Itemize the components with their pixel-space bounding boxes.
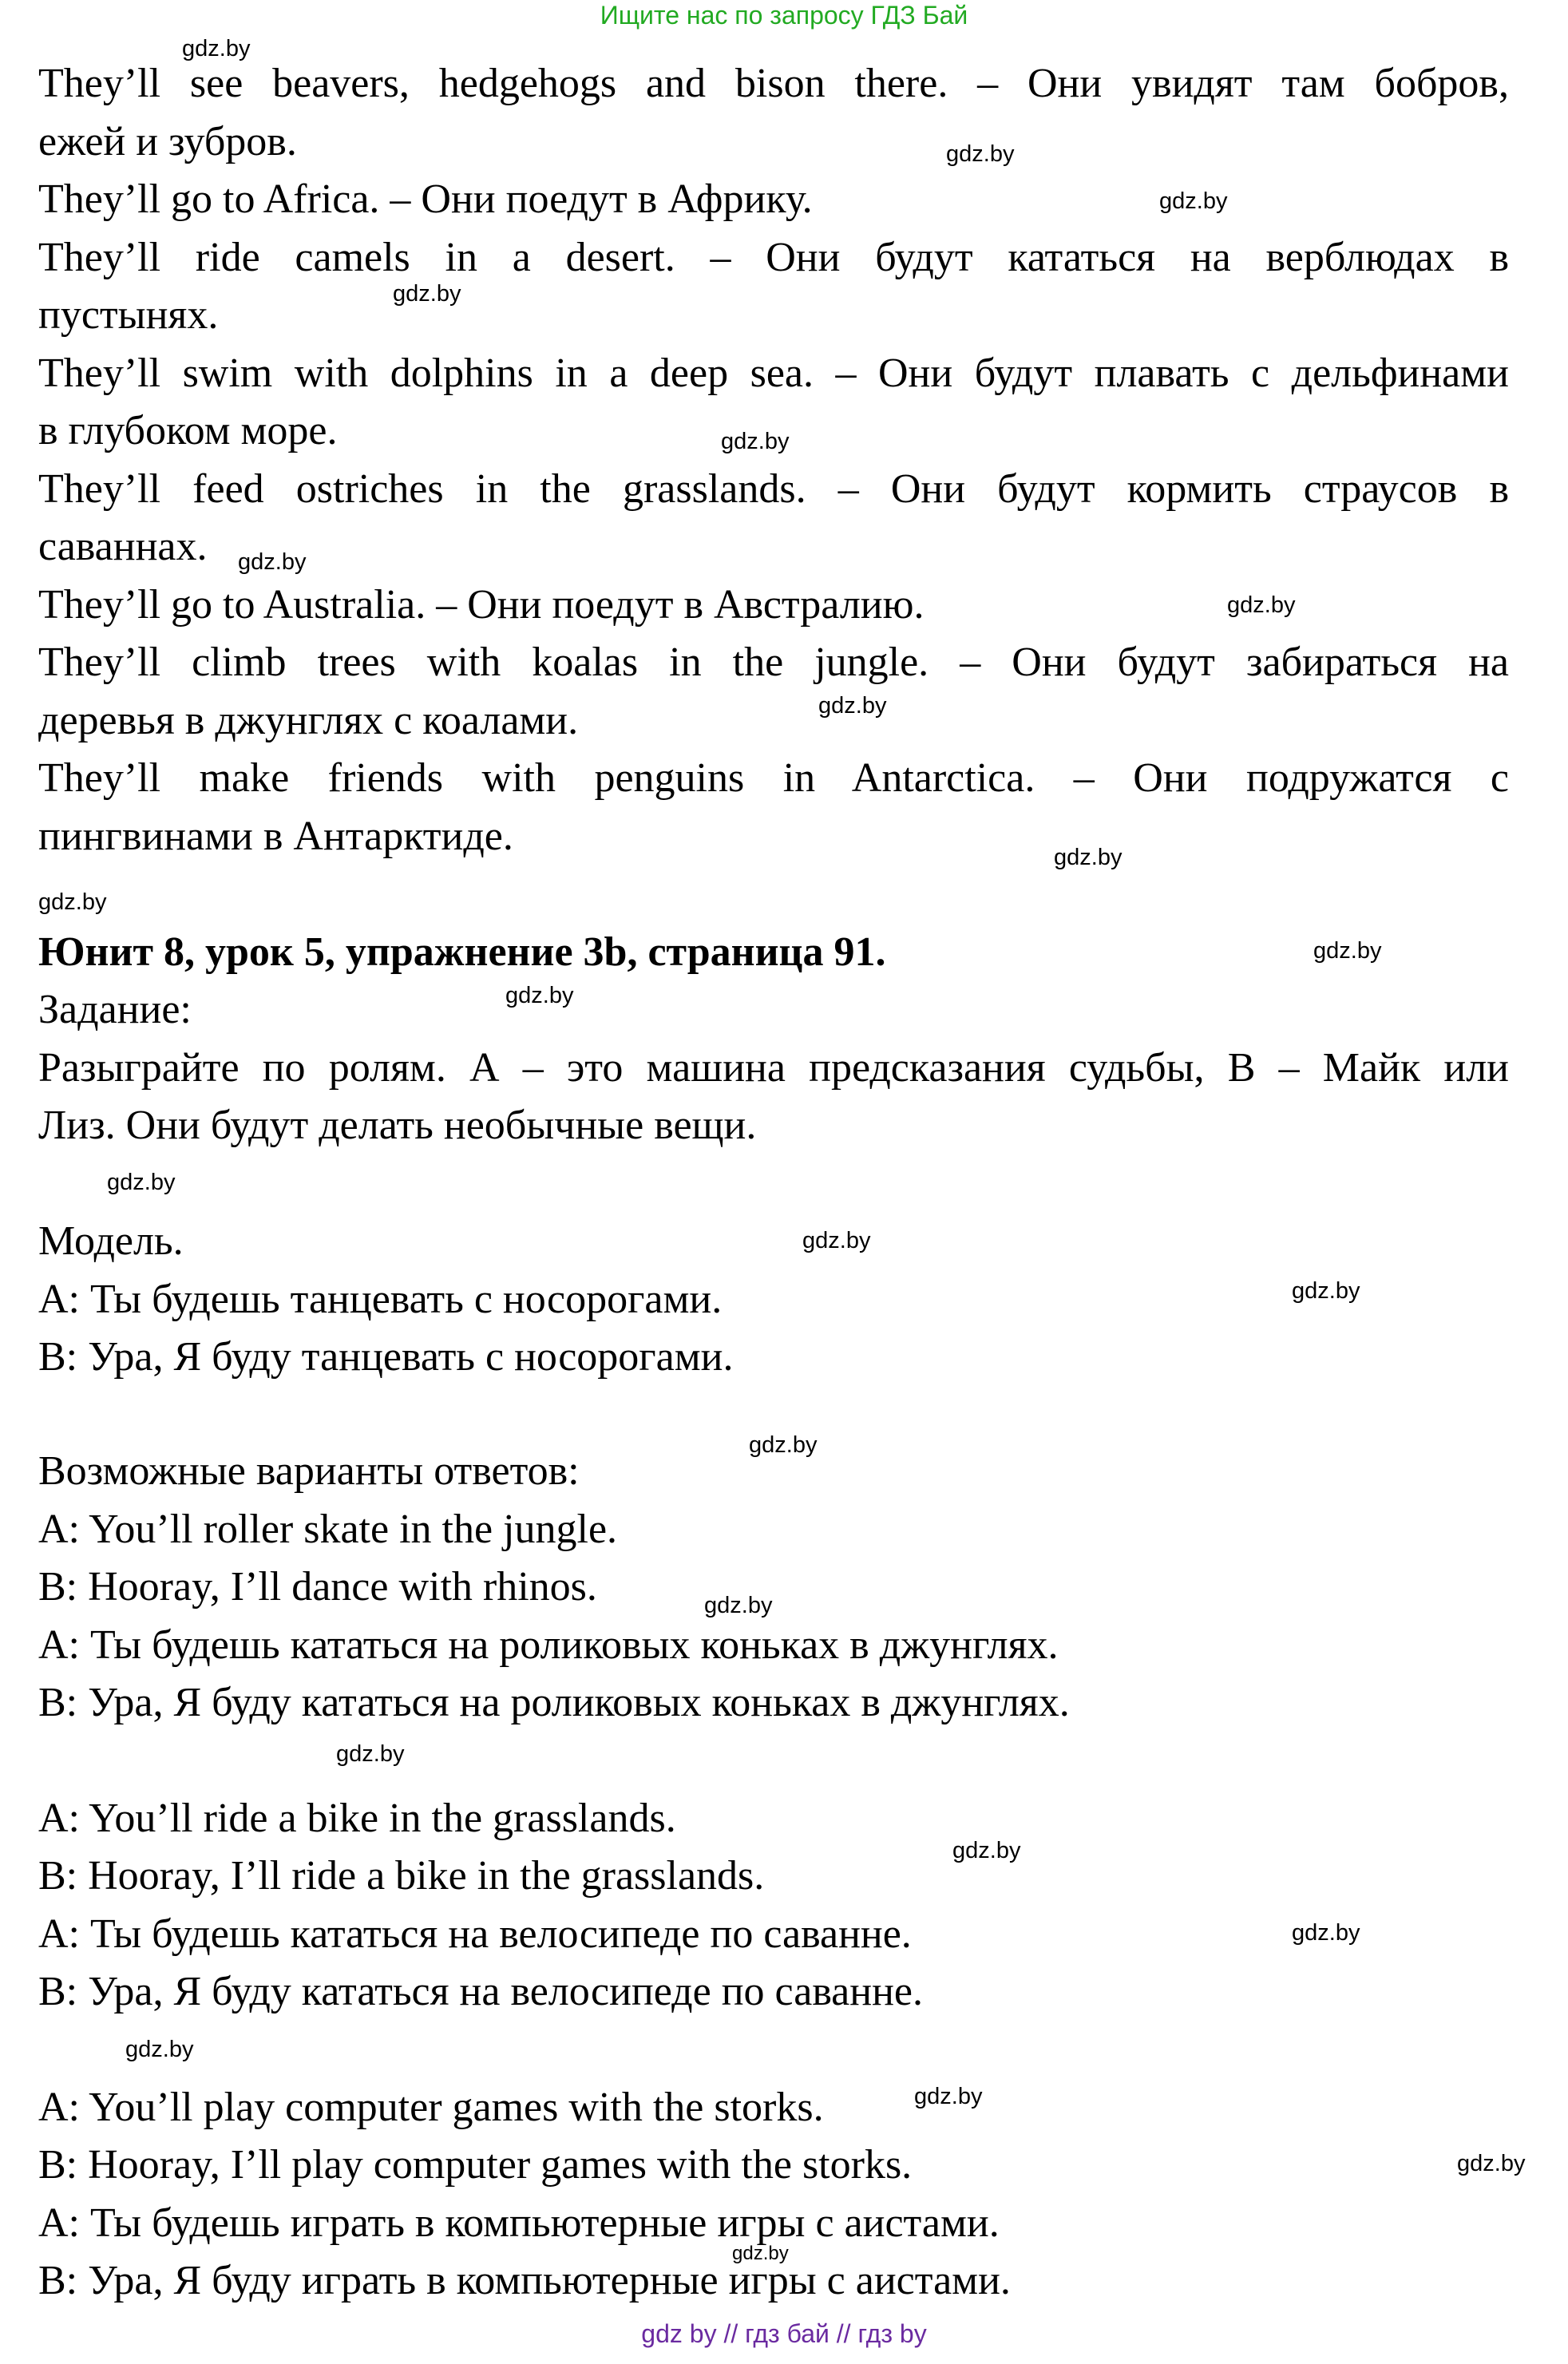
dialogue-line: A: You’ll ride a bike in the grasslands. — [38, 1796, 676, 1841]
top-banner[interactable]: Ищите нас по запросу ГДЗ Бай — [600, 1, 968, 30]
dialogue-line: В: Ура, Я буду танцевать с носорогами. — [38, 1334, 734, 1380]
task-text: Лиз. Они будут делать необычные вещи. — [38, 1103, 757, 1148]
text-line: пустынях. — [38, 292, 219, 338]
watermark: gdz.by — [1292, 1278, 1360, 1304]
watermark: gdz.by — [749, 1432, 818, 1458]
dialogue-line: В: Ура, Я буду кататься на роликовых коньках в джунглях. — [38, 1680, 1070, 1725]
watermark: gdz.by — [914, 2084, 983, 2109]
watermark: gdz.by — [721, 429, 790, 454]
text-line: They’ll go to Africa. – Они поедут в Африку. — [38, 176, 813, 222]
watermark: gdz.by — [238, 549, 307, 575]
watermark: gdz.by — [336, 1741, 405, 1767]
text-line: They’ll go to Australia. – Они поедут в Австралию. — [38, 582, 925, 628]
footer-links[interactable]: gdz by // гдз бай // гдз by — [641, 2319, 927, 2348]
watermark: gdz.by — [1054, 845, 1123, 870]
text-line: They’ll climb trees with koalas in the jungle. – Они будут забираться на — [38, 640, 1509, 685]
model-label: Модель. — [38, 1218, 184, 1264]
text-line: They’ll swim with dolphins in a deep sea. – Они будут плавать с дельфинами — [38, 350, 1509, 396]
watermark: gdz.by — [732, 2243, 789, 2264]
watermark: gdz.by — [946, 141, 1015, 167]
dialogue-line: А: Ты будешь играть в компьютерные игры с аистами. — [38, 2200, 1000, 2246]
watermark: gdz.by — [802, 1228, 871, 1253]
dialogue-line: А: Ты будешь танцевать с носорогами. — [38, 1277, 723, 1322]
watermark: gdz.by — [1313, 938, 1382, 964]
watermark: gdz.by — [818, 693, 887, 719]
task-label: Задание: — [38, 987, 192, 1032]
watermark: gdz.by — [505, 983, 574, 1008]
text-line: саваннах. — [38, 524, 208, 569]
text-line: They’ll ride camels in a desert. – Они будут кататься на верблюдах в — [38, 235, 1509, 280]
text-line: пингвинами в Антарктиде. — [38, 814, 513, 859]
dialogue-line: A: You’ll roller skate in the jungle. — [38, 1507, 618, 1552]
text-line: They’ll make friends with penguins in Antarctica. – Они подружатся с — [38, 755, 1509, 801]
watermark: gdz.by — [38, 889, 107, 915]
watermark: gdz.by — [1159, 188, 1228, 214]
watermark: gdz.by — [1227, 592, 1296, 618]
task-text: Разыграйте по ролям. А – это машина предсказания судьбы, В – Майк или — [38, 1045, 1509, 1091]
dialogue-line: B: Hooray, I’ll ride a bike in the grasslands. — [38, 1853, 765, 1899]
dialogue-line: В: Ура, Я буду кататься на велосипеде по саванне. — [38, 1969, 923, 2014]
watermark: gdz.by — [125, 2037, 194, 2062]
watermark: gdz.by — [107, 1170, 176, 1195]
dialogue-line: А: Ты будешь кататься на роликовых коньках в джунглях. — [38, 1622, 1059, 1668]
watermark: gdz.by — [1457, 2151, 1526, 2176]
watermark: gdz.by — [393, 281, 461, 307]
text-line: They’ll see beavers, hedgehogs and bison there. – Они увидят там бобров, — [38, 61, 1509, 106]
dialogue-line: B: Hooray, I’ll dance with rhinos. — [38, 1564, 597, 1610]
watermark: gdz.by — [182, 36, 251, 61]
watermark: gdz.by — [1292, 1920, 1360, 1946]
text-line: в глубоком море. — [38, 408, 338, 453]
dialogue-line: А: Ты будешь кататься на велосипеде по саванне. — [38, 1911, 912, 1957]
dialogue-line: В: Ура, Я буду играть в компьютерные игры с аистами. — [38, 2258, 1011, 2303]
text-line: ежей и зубров. — [38, 119, 297, 164]
text-line: деревья в джунглях с коалами. — [38, 698, 579, 743]
dialogue-line: A: You’ll play computer games with the storks. — [38, 2085, 824, 2130]
watermark: gdz.by — [952, 1838, 1021, 1863]
watermark: gdz.by — [704, 1593, 773, 1618]
variants-label: Возможные варианты ответов: — [38, 1448, 580, 1494]
dialogue-line: B: Hooray, I’ll play computer games with the storks. — [38, 2142, 913, 2188]
text-line: They’ll feed ostriches in the grasslands. – Они будут кормить страусов в — [38, 466, 1509, 512]
exercise-heading: Юнит 8, урок 5, упражнение 3b, страница 91. — [38, 929, 886, 975]
